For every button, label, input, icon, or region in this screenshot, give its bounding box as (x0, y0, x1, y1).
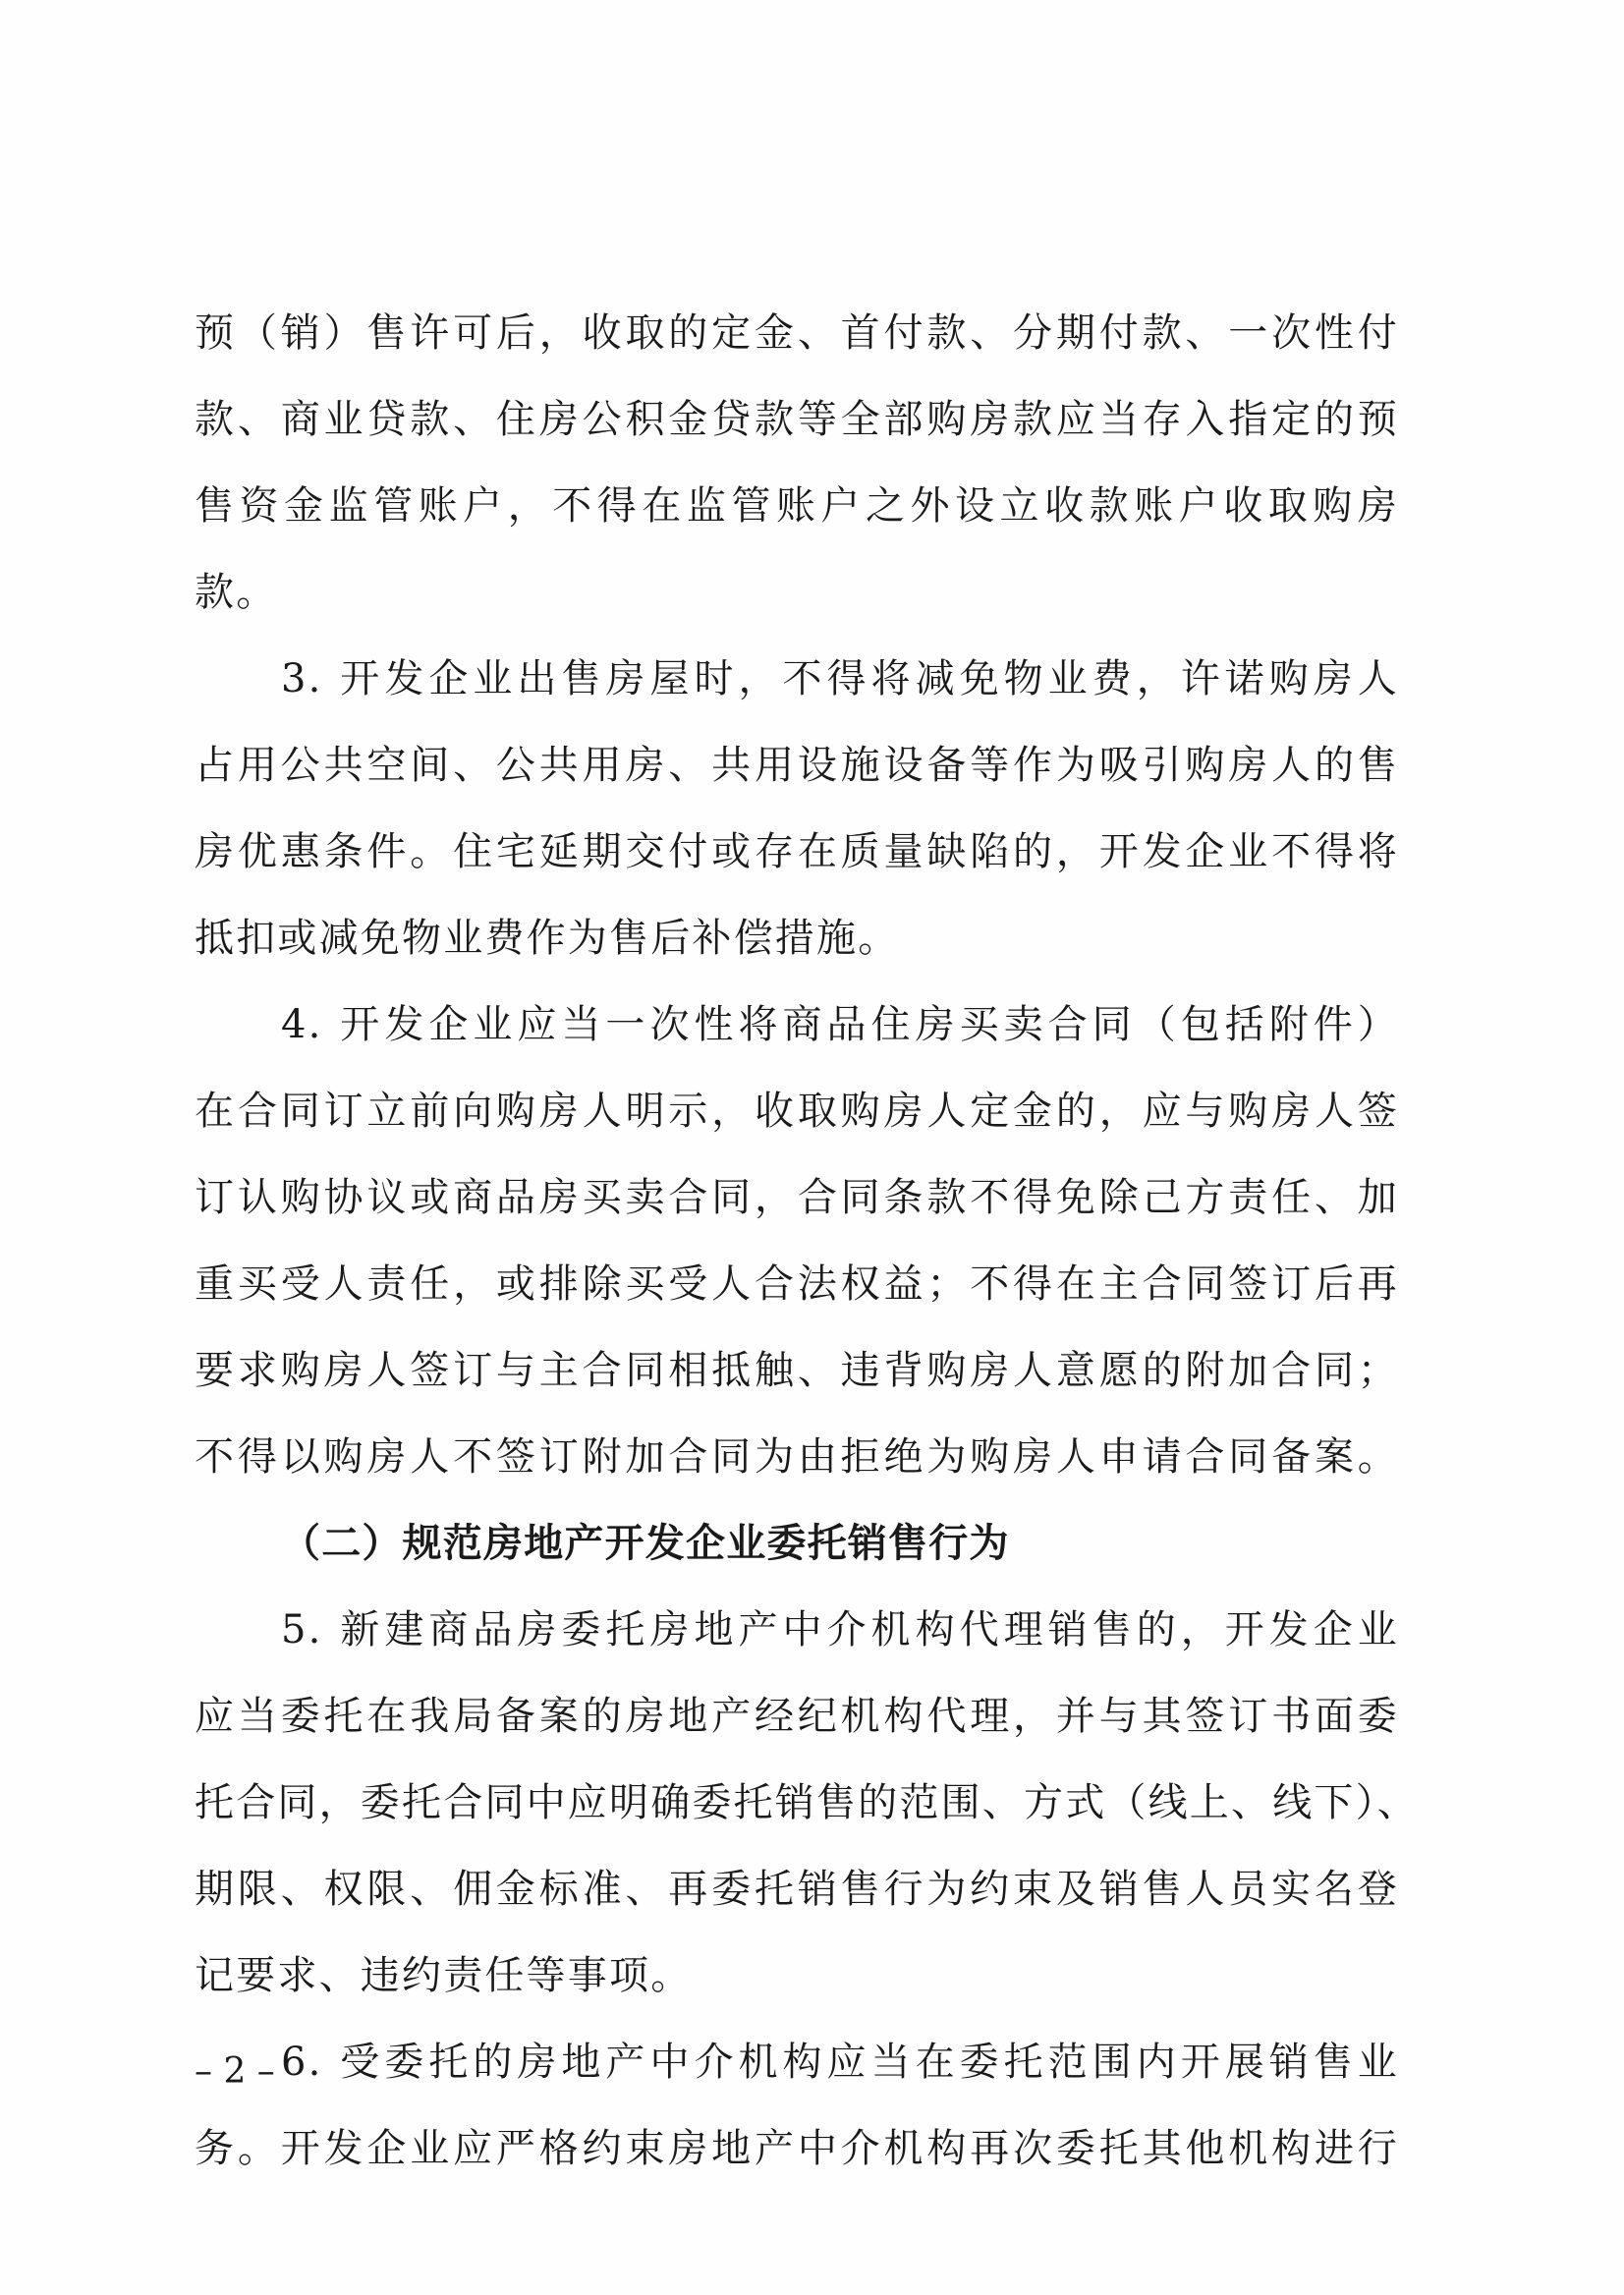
paragraph-line: 期限、权限、佣金标准、再委托销售行为约束及销售人员实名登 (195, 1867, 1399, 1912)
body-text (195, 290, 1419, 2192)
paragraph-line: 要求购房人签订与主合同相抵触、违背购房人意愿的附加合同； (195, 1348, 1399, 1393)
paragraph-line: 款、商业贷款、住房公积金贷款等全部购房款应当存入指定的预 (195, 397, 1399, 442)
paragraph-line: 3. 开发企业出售房屋时，不得将减免物业费，许诺购房人 (281, 656, 1399, 701)
section-heading: （二）规范房地产开发企业委托销售行为 (281, 1521, 1010, 1566)
paragraph-line: 在合同订立前向购房人明示，收取购房人定金的，应与购房人签 (195, 1089, 1399, 1134)
paragraph-line: 款。 (195, 570, 278, 615)
page-number: – 2 – (195, 2051, 275, 2092)
paragraph-line: 预（销）售许可后，收取的定金、首付款、分期付款、一次性付 (195, 310, 1399, 356)
paragraph-line: 不得以购房人不签订附加合同为由拒绝为购房人申请合同备案。 (195, 1434, 1399, 1480)
paragraph-line: 务。开发企业应严格约束房地产中介机构再次委托其他机构进行 (195, 2126, 1399, 2171)
paragraph-line: 应当委托在我局备案的房地产经纪机构代理，并与其签订书面委 (195, 1694, 1399, 1739)
paragraph-line: 售资金监管账户，不得在监管账户之外设立收款账户收取购房 (195, 483, 1399, 529)
paragraph-line: 4. 开发企业应当一次性将商品住房买卖合同（包括附件） (281, 1002, 1399, 1047)
paragraph-line: 订认购协议或商品房买卖合同，合同条款不得免除己方责任、加 (195, 1175, 1399, 1220)
paragraph-line: 记要求、违约责任等事项。 (195, 1953, 693, 1998)
paragraph-line: 抵扣或减免物业费作为售后补偿措施。 (195, 916, 900, 961)
paragraph-line: 6. 受委托的房地产中介机构应当在委托范围内开展销售业 (281, 2040, 1399, 2085)
paragraph-line: 房优惠条件。住宅延期交付或存在质量缺陷的，开发企业不得将 (195, 829, 1399, 874)
paragraph-line: 5. 新建商品房委托房地产中介机构代理销售的，开发企业 (281, 1607, 1399, 1652)
paragraph-line: 占用公共空间、公共用房、共用设施设备等作为吸引购房人的售 (195, 743, 1399, 788)
paragraph-line: 重买受人责任，或排除买受人合法权益；不得在主合同签订后再 (195, 1261, 1399, 1307)
paragraph-line: 托合同，委托合同中应明确委托销售的范围、方式（线上、线下）、 (195, 1780, 1419, 1825)
